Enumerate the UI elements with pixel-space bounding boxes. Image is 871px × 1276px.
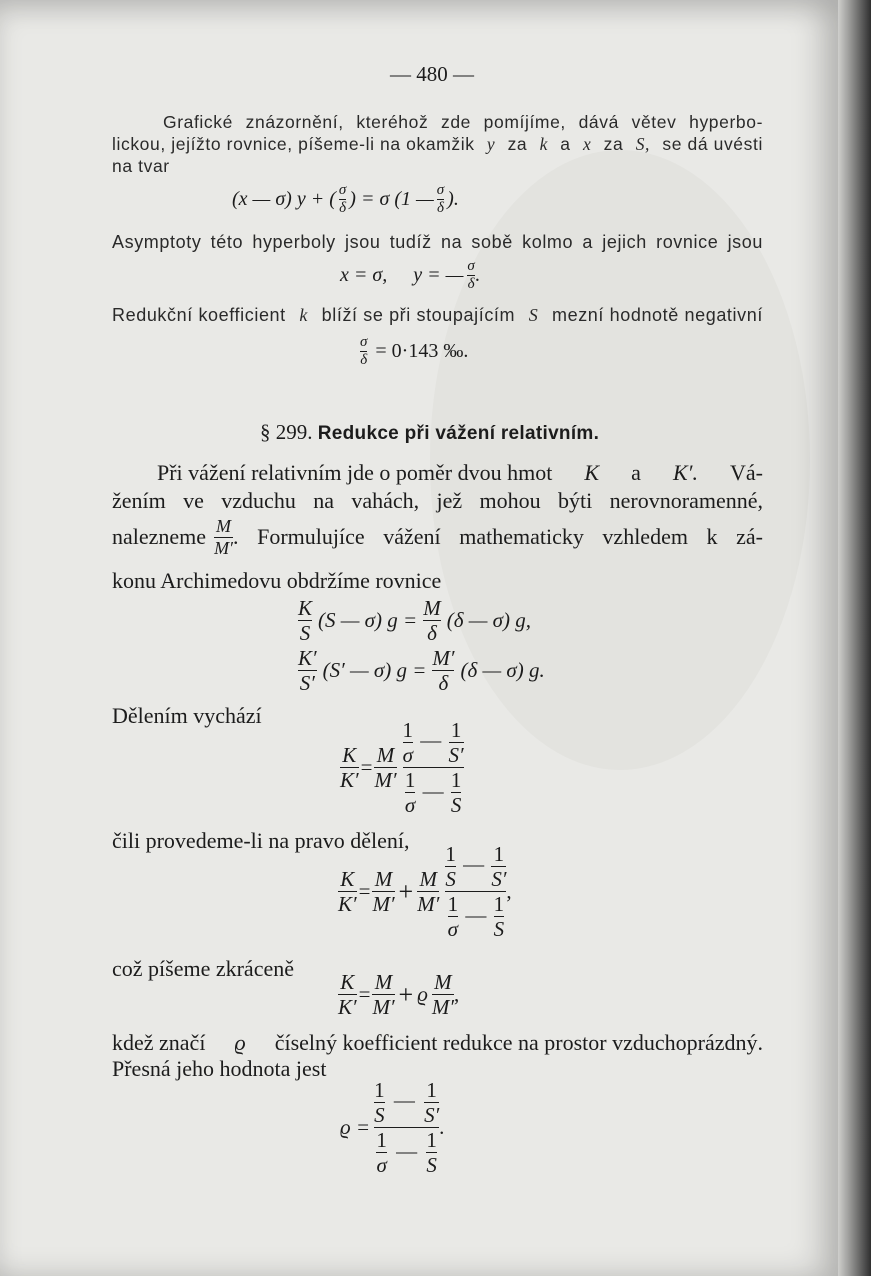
eq6-s: S (493, 917, 505, 942)
equation-hyperbola (232, 182, 459, 218)
reduction-var: k (299, 305, 308, 325)
eq5-one: 1 (450, 718, 462, 742)
eq1-frac-2 (437, 182, 444, 218)
eq6-one: 1 (447, 892, 459, 917)
rho-text: číselný koefficient redukce na prostor vzduchoprázdný. (274, 1030, 763, 1055)
eq6-b2 (494, 892, 505, 941)
para-frac (214, 516, 233, 558)
eq5-minus: — (422, 778, 444, 803)
eq5-b2 (451, 768, 462, 817)
eq6-t2 (491, 842, 506, 891)
eq5-eq: = (360, 755, 373, 780)
eq6-s: S (445, 867, 456, 892)
eq1-den: δ (339, 200, 347, 217)
eq7-comma: , (453, 982, 460, 1007)
intro-line-2 (112, 134, 763, 155)
eq6-t1 (445, 842, 456, 891)
eq6-comma: , (506, 879, 512, 904)
intro-line-1: Grafické znázornění, kteréhož zde pomíjíme, dává větev hyperbo- (163, 112, 763, 132)
eq6-one: 1 (445, 842, 456, 866)
intro-var: y (486, 134, 496, 154)
eq2-b: y = — (413, 264, 464, 287)
eq6-frac-M (372, 867, 394, 916)
rho-text: kdež značí (112, 1030, 206, 1055)
eq5-one: 1 (402, 718, 414, 742)
intro-text: za (603, 134, 624, 154)
intro-line-3: na tvar (112, 156, 170, 176)
equation-rho (340, 1078, 444, 1178)
eq4b-frac-2 (432, 646, 454, 695)
eq8-bottom (374, 1127, 439, 1177)
eq6-minus: — (463, 852, 485, 877)
para-text: Při vážení relativním jde o poměr dvou hmot (157, 460, 553, 485)
eq5-compound (403, 718, 464, 818)
eq4-frac-2 (423, 596, 441, 645)
para-text: Vá- (730, 460, 763, 485)
intro-var: S, (635, 134, 651, 154)
eq6-minus: — (465, 902, 487, 927)
eq4-end: (δ — σ) g, (446, 608, 531, 633)
eq8-minus: — (396, 1138, 418, 1163)
eq6-plus: + (398, 876, 414, 906)
eq8-compound (374, 1078, 439, 1178)
eq8-sp: S′ (424, 1103, 440, 1128)
para1-line-3 (112, 516, 763, 558)
eq2-num: σ (467, 258, 475, 274)
eq6-eq: = (358, 879, 371, 904)
eq3-value: = 0·143 ‰. (375, 340, 469, 363)
eq6-num: M (374, 867, 393, 892)
reduction-line (112, 305, 763, 326)
para-var: K′. (672, 460, 698, 485)
eq1-num: σ (436, 182, 445, 198)
intro-var: x (582, 134, 592, 154)
eq6-num: K (340, 867, 355, 892)
eq1-mid: ) = σ (1 — (349, 188, 434, 211)
para-text: . Formulujíce vážení mathematicky vzhledem k zá- (233, 524, 763, 550)
equation-limit (360, 334, 468, 370)
eq8-minus: — (393, 1088, 415, 1113)
eq8-t2 (424, 1078, 439, 1127)
eq1-end: ). (447, 188, 459, 211)
book-page-edge (838, 0, 871, 1276)
para-frac-num: M (216, 516, 232, 536)
eq8-top (374, 1078, 439, 1127)
eq1-den: δ (436, 200, 444, 217)
eq5-minus: — (420, 728, 442, 753)
eq6-sig: σ (447, 917, 459, 942)
para-text: a (631, 460, 641, 485)
eq7-plus: + (398, 979, 414, 1009)
eq1-num: σ (338, 182, 347, 198)
eq4-num: K (298, 596, 313, 620)
eq4b-den: δ (432, 670, 454, 695)
eq7-num: M (374, 970, 393, 994)
eq1-lhs: (x — σ) y + ( (232, 188, 336, 211)
para1-line-4: konu Archimedovu obdržíme rovnice (112, 568, 442, 593)
rho-definition-line (112, 1030, 763, 1056)
eq8-one: 1 (376, 1128, 387, 1153)
eq4b-frac (298, 646, 317, 695)
eq5-sig: σ (404, 793, 416, 818)
eq5-num: K (342, 743, 357, 768)
eq7-rho: ϱ (417, 982, 428, 1007)
eq5-frac-M (374, 743, 396, 792)
equation-expanded (338, 842, 512, 942)
eq1-frac (339, 182, 346, 218)
reduction-var: S (528, 305, 539, 325)
para-text: nalezneme (112, 524, 207, 550)
eq8-s: S (426, 1153, 437, 1178)
abbrev-line: což píšeme zkráceně (112, 956, 294, 981)
eq2-a: x = σ, (340, 264, 388, 287)
intro-text: lickou, jejížto rovnice, píšeme-li na okamžik (112, 134, 475, 154)
eq8-b2 (426, 1128, 437, 1177)
eq6-sp: S′ (491, 867, 507, 892)
eq7-frac-M (372, 970, 394, 1019)
eq5-num: M (376, 743, 395, 768)
eq4-den: δ (423, 620, 441, 645)
eq5-sig: σ (402, 743, 413, 768)
eq6-bottom (445, 891, 506, 941)
equation-short (338, 970, 459, 1019)
eq6-num: M (419, 867, 438, 892)
eq5-den: M′ (374, 768, 397, 793)
eq5-den: K′ (340, 768, 359, 793)
eq7-den: M′ (372, 995, 395, 1020)
eq7-den: K′ (338, 995, 357, 1020)
section-title: Redukce při vážení relativním. (317, 423, 600, 444)
eq5-frac-K (340, 743, 359, 792)
eq7-den: M′ (431, 995, 454, 1020)
ratio-text-line: čili provedeme-li na pravo dělení, (112, 828, 410, 853)
section-heading (260, 420, 599, 445)
eq6-den: K′ (338, 892, 357, 917)
eq8-b1 (376, 1128, 387, 1177)
eq4b-mid: (S′ — σ) g = (322, 658, 427, 683)
equation-asymptotes (340, 258, 480, 294)
reduction-text: Redukční koefficient (112, 305, 286, 325)
division-line: Dělením vychází (112, 703, 262, 728)
eq4-den: S (299, 621, 311, 646)
eq8-s: S (374, 1103, 385, 1128)
eq8-end: . (439, 1115, 445, 1140)
eq5-b1 (405, 768, 416, 817)
eq8-one: 1 (374, 1078, 385, 1102)
eq8-sig: σ (376, 1153, 387, 1178)
eq7-num: K (340, 970, 355, 994)
eq3-den: δ (360, 352, 368, 369)
eq3-num: σ (360, 334, 368, 350)
eq7-frac-M2 (432, 970, 454, 1019)
para-var: K (584, 460, 600, 485)
intro-text: a (560, 134, 571, 154)
eq8-one: 1 (426, 1128, 437, 1153)
equation-ratio (340, 718, 464, 818)
para-frac-den: M′ (214, 537, 233, 558)
eq6-one: 1 (493, 842, 505, 866)
eq8-one: 1 (426, 1078, 437, 1102)
eq3-frac (360, 334, 367, 370)
eq4-mid: (S — σ) g = (318, 608, 418, 633)
eq6-den: M′ (417, 892, 440, 917)
eq5-one: 1 (404, 768, 416, 793)
intro-text: se dá uvésti (662, 134, 763, 154)
intro-var: k (539, 134, 548, 154)
eq6-top (445, 842, 506, 891)
eq7-frac-K (338, 970, 357, 1019)
eq6-one: 1 (493, 892, 505, 917)
eq6-compound (445, 842, 506, 942)
eq5-s: S (450, 793, 462, 818)
section-number: § 299. (260, 420, 313, 444)
eq6-b1 (448, 892, 459, 941)
eq2-den: δ (467, 276, 475, 293)
eq7-eq: = (358, 982, 371, 1007)
eq5-bottom (403, 767, 464, 817)
eq5-t2 (449, 718, 464, 767)
asymptotes-line: Asymptoty této hyperboly jsou tudíž na sobě kolmo a jejich rovnice jsou (112, 232, 763, 252)
eq2-frac (467, 258, 474, 294)
para1-line-2: žením ve vzduchu na vahách, jež mohou býti nerovnoramenné, (112, 488, 763, 513)
eq7-num: M (434, 970, 452, 994)
equation-weighing-2 (298, 646, 545, 695)
reduction-text: blíží se při stoupajícím (321, 305, 516, 325)
eq4-num: M (423, 596, 441, 620)
equation-weighing-1 (298, 596, 531, 645)
eq2-end: . (474, 264, 480, 287)
eq4b-end: (δ — σ) g. (460, 658, 545, 683)
intro-text: za (507, 134, 528, 154)
page-number: — 480 — (390, 62, 474, 86)
rho-symbol: ϱ (234, 1030, 246, 1055)
reduction-text: mezní hodnotě negativní (552, 305, 763, 325)
para1-line-1 (157, 460, 763, 486)
eq5-t1 (403, 718, 414, 767)
exact-value-line: Přesná jeho hodnota jest (112, 1056, 327, 1081)
eq5-top (403, 718, 464, 767)
eq5-sp: S′ (448, 743, 464, 768)
eq4b-num: K′ (298, 646, 317, 670)
eq5-one: 1 (450, 768, 462, 793)
eq4b-num: M′ (432, 646, 455, 670)
eq4-frac (298, 596, 312, 645)
eq6-frac-K (338, 867, 357, 916)
eq8-t1 (374, 1078, 385, 1127)
eq4b-den: S′ (299, 671, 315, 696)
eq6-frac-M2 (417, 867, 439, 916)
eq8-rho: ϱ = (340, 1115, 371, 1140)
eq6-den: M′ (372, 892, 395, 917)
